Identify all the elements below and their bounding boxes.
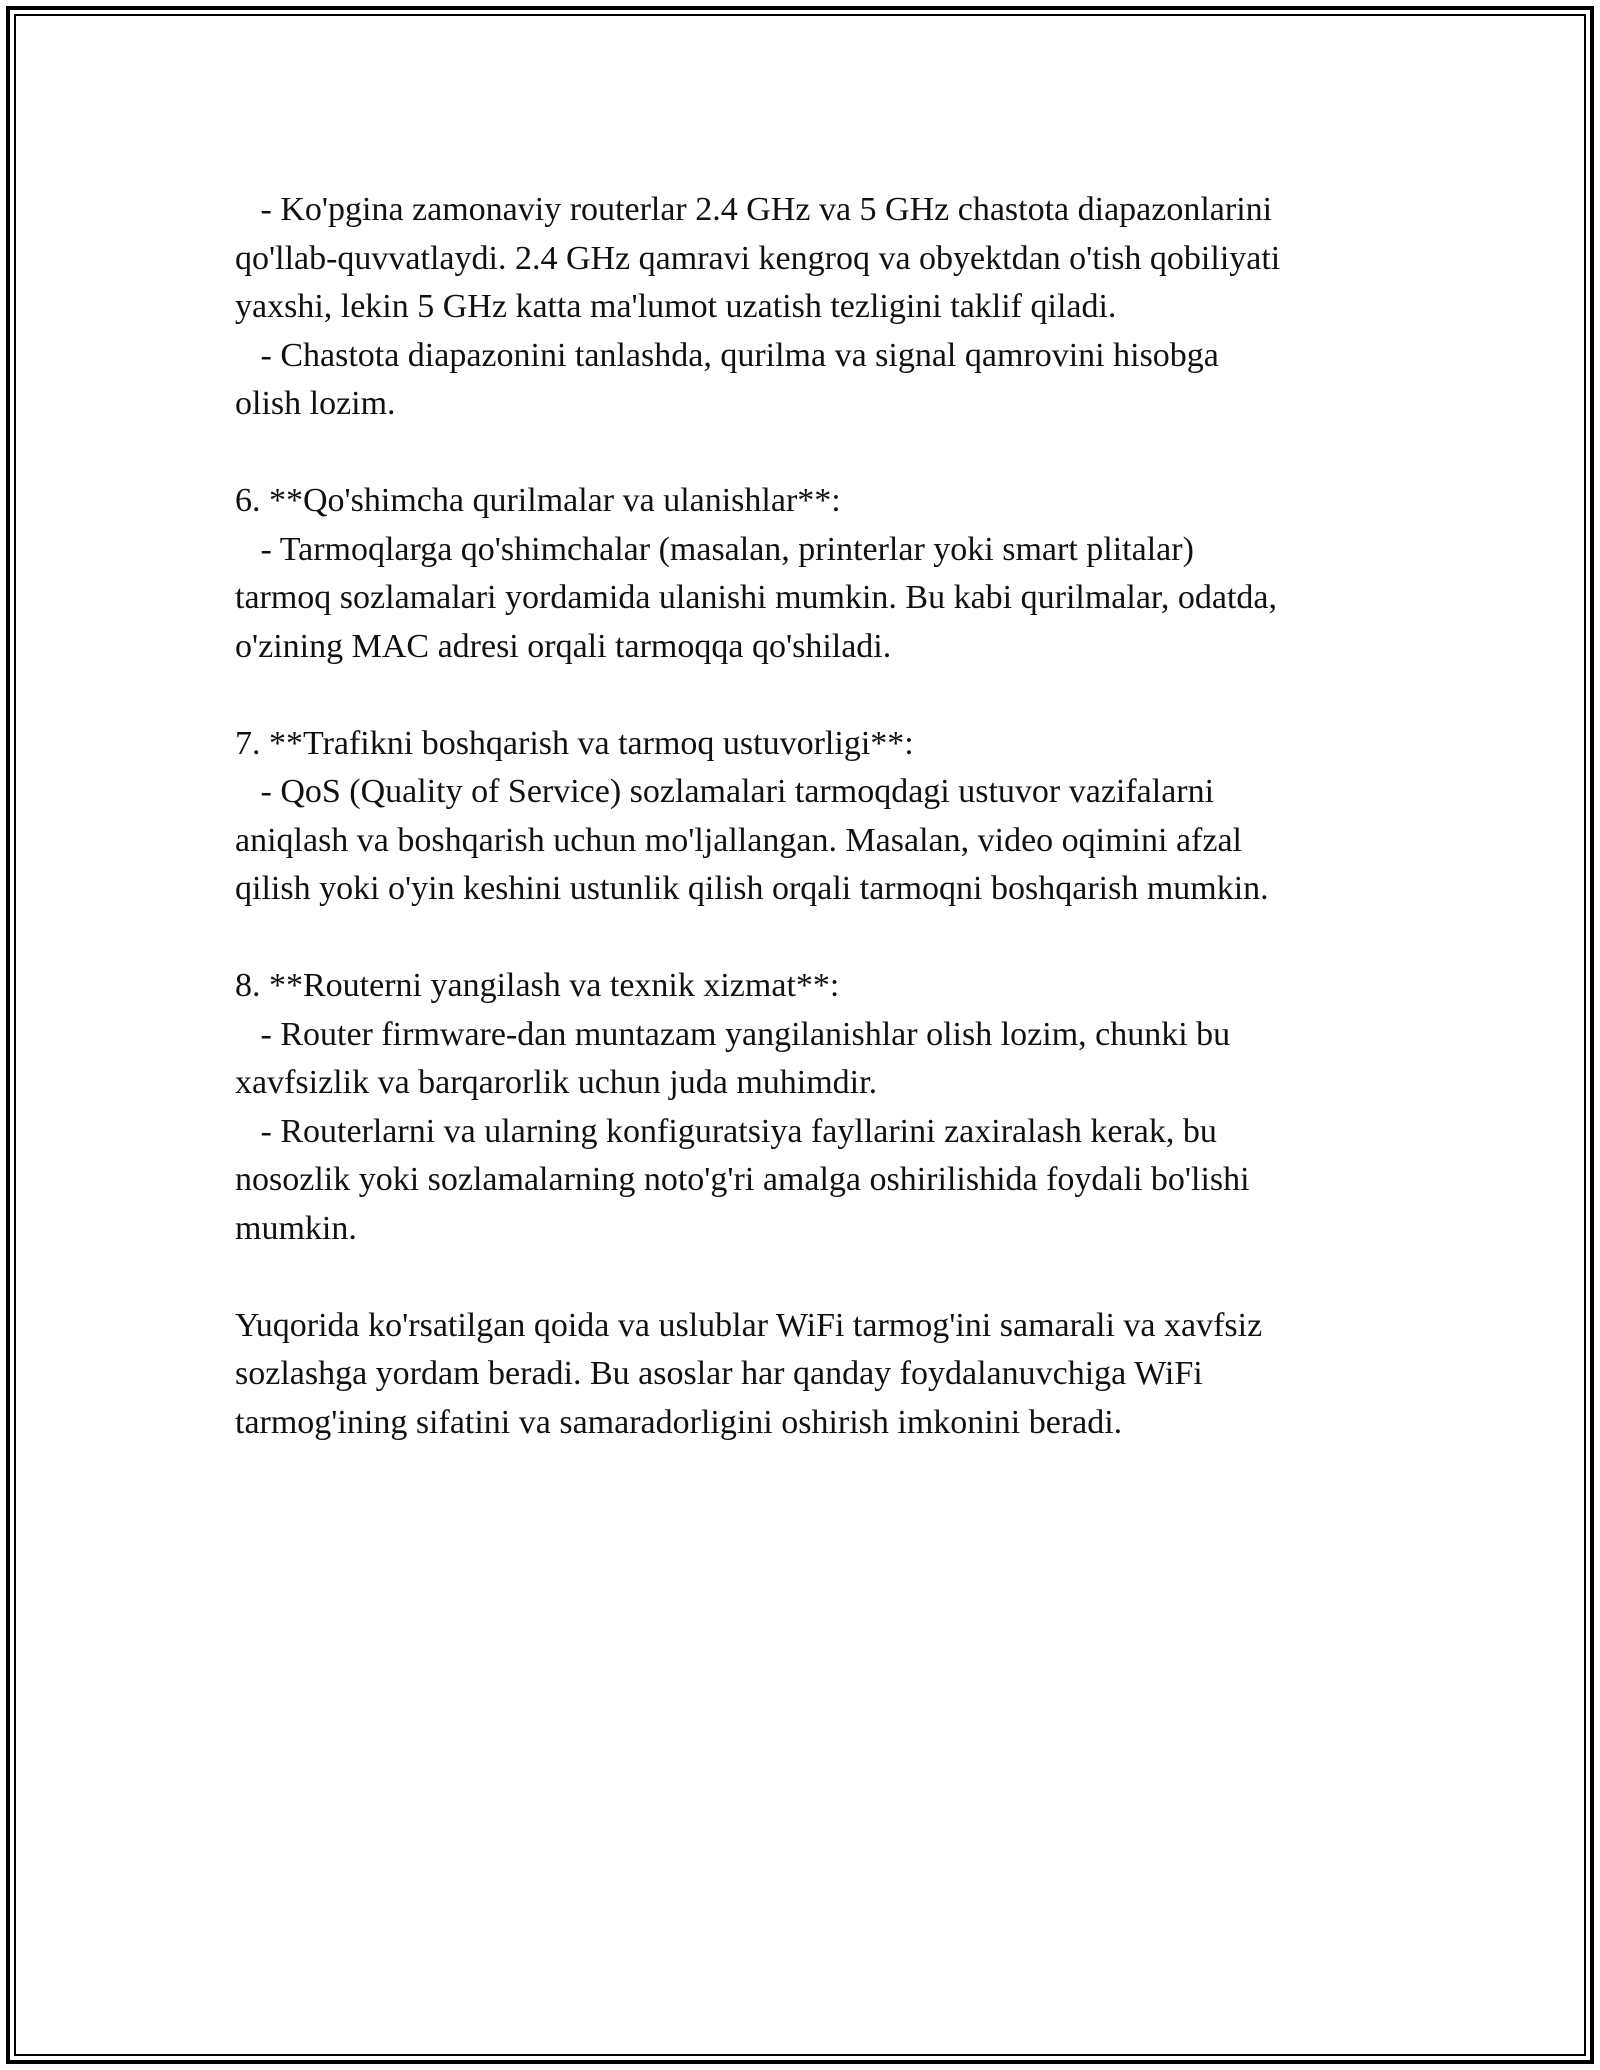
text-line: - Chastota diapazonini tanlashda, qurilma va signal qamrovini hisobga bbox=[235, 336, 1219, 374]
text-line: o'zining MAC adresi orqali tarmoqqa qo'shiladi. bbox=[235, 627, 892, 665]
text-line: nosozlik yoki sozlamalarning noto'g'ri amalga oshirilishida foydali bo'lishi bbox=[235, 1161, 1250, 1198]
text-line: yaxshi, lekin 5 GHz katta ma'lumot uzatish tezligini taklif qiladi. bbox=[235, 288, 1117, 325]
text-line: qilish yoki o'yin keshini ustunlik qilish orqali tarmoqni boshqarish mumkin. bbox=[235, 870, 1269, 907]
document-body bbox=[235, 186, 1400, 1447]
paragraph-gap bbox=[235, 429, 1400, 478]
text-line: xavfsizlik va barqarorlik uchun juda muhimdir. bbox=[235, 1064, 878, 1101]
section-heading: 8. **Routerni yangilash va texnik xizmat**: bbox=[235, 967, 840, 1004]
conclusion-line: Yuqorida ko'rsatilgan qoida va uslublar WiFi tarmog'ini samarali va xavfsiz bbox=[235, 1306, 1263, 1344]
text-line: qo'llab-quvvatlaydi. 2.4 GHz qamravi kengroq va obyektdan o'tish qobiliyati bbox=[235, 239, 1281, 277]
text-line: mumkin. bbox=[235, 1209, 357, 1247]
text-line: - Tarmoqlarga qo'shimchalar (masalan, printerlar yoki smart plitalar) bbox=[235, 530, 1194, 568]
text-line: - Ko'pgina zamonaviy routerlar 2.4 GHz va 5 GHz chastota diapazonlarini bbox=[235, 191, 1273, 228]
text-line: olish lozim. bbox=[235, 385, 396, 422]
text-line: aniqlash va boshqarish uchun mo'ljallangan. Masalan, video oqimini afzal bbox=[235, 821, 1242, 859]
paragraph-gap bbox=[235, 1253, 1400, 1302]
section-heading: 6. **Qo'shimcha qurilmalar va ulanishlar**: bbox=[235, 482, 841, 519]
paragraph-gap bbox=[235, 671, 1400, 720]
text-line: tarmoq sozlamalari yordamida ulanishi mumkin. Bu kabi qurilmalar, odatda, bbox=[235, 579, 1277, 616]
section-heading: 7. **Trafikni boshqarish va tarmoq ustuvorligi**: bbox=[235, 724, 914, 762]
text-line: - QoS (Quality of Service) sozlamalari tarmoqdagi ustuvor vazifalarni bbox=[235, 773, 1215, 810]
text-line: - Routerlarni va ularning konfiguratsiya fayllarini zaxiralash kerak, bu bbox=[235, 1112, 1217, 1150]
conclusion-line: tarmog'ining sifatini va samaradorligini oshirish imkonini beradi. bbox=[235, 1403, 1123, 1441]
paragraph-gap bbox=[235, 914, 1400, 963]
conclusion-line: sozlashga yordam beradi. Bu asoslar har qanday foydalanuvchiga WiFi bbox=[235, 1355, 1203, 1392]
text-line: - Router firmware-dan muntazam yangilanishlar olish lozim, chunki bu bbox=[235, 1015, 1231, 1053]
